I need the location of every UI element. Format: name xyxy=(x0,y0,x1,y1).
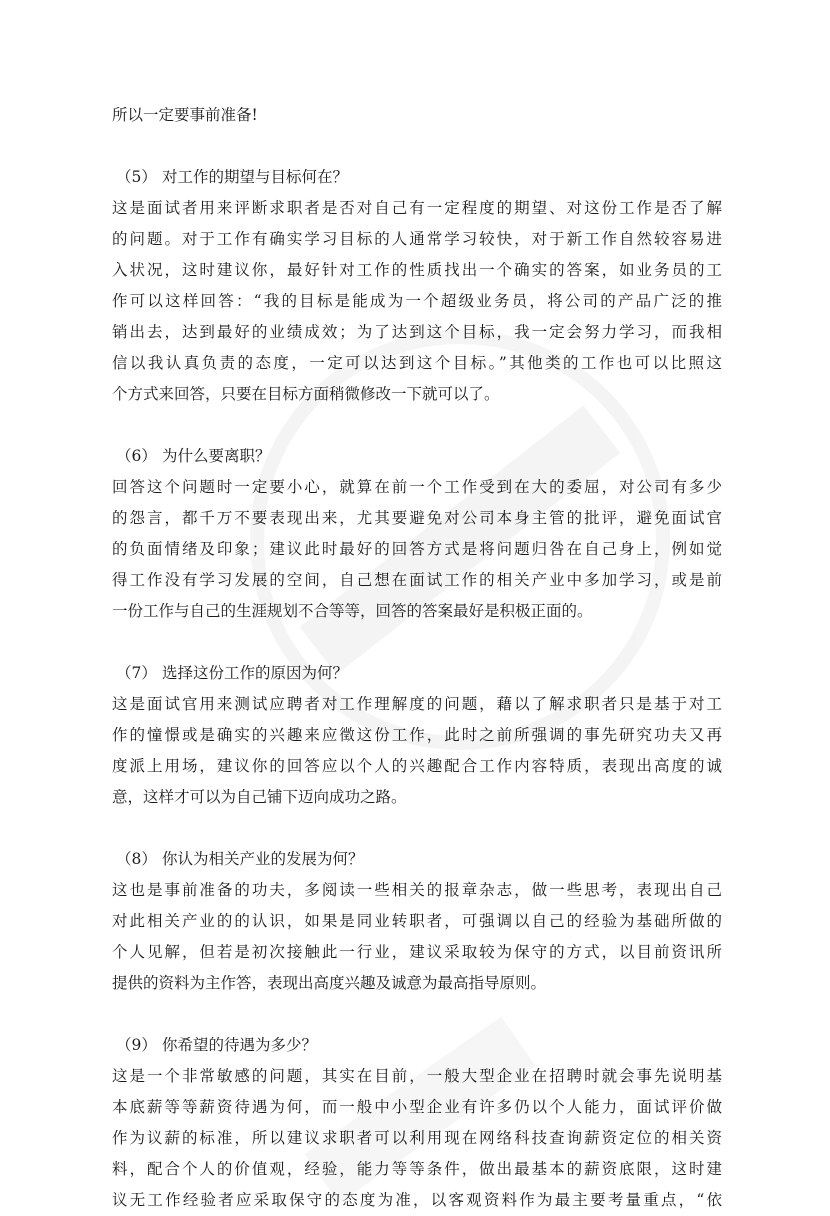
section-heading xyxy=(112,844,722,875)
section-5 xyxy=(112,162,722,410)
paragraph-line: 作为议薪的标准，所以建议求职者可以利用现在网络科技查询薪资定位的相关资 xyxy=(112,1129,722,1147)
paragraph-line: 本底薪等等薪资待遇为何，而一般中小型企业有许多仍以个人能力，面试评价做 xyxy=(112,1098,722,1116)
paragraph-line: 提供的资料为主作答，表现出高度兴趣及诚意为最高指导原则。 xyxy=(112,974,547,992)
section-7 xyxy=(112,658,722,813)
paragraph-line: 入状况，这时建议你，最好针对工作的性质找出一个确实的答案，如业务员的工 xyxy=(112,261,722,279)
paragraph-line: 这是面试者用来评断求职者是否对自己有一定程度的期望、对这份工作是否了解 xyxy=(112,199,722,217)
paragraph-line: 作的憧憬或是确实的兴趣来应徵这份工作，此时之前所强调的事先研究功夫又再 xyxy=(112,726,722,744)
section-number: （5） xyxy=(116,168,157,186)
paragraph-line: 对此相关产业的的认识，如果是同业转职者，可强调以自己的经验为基础所做的 xyxy=(112,912,722,930)
paragraph-line: 得工作没有学习发展的空间，自己想在面试工作的相关产业中多加学习，或是前 xyxy=(112,571,722,589)
section-number: （6） xyxy=(116,447,157,465)
paragraph-line: 个人见解，但若是初次接触此一行业，建议采取较为保守的方式，以目前资讯所 xyxy=(112,943,722,961)
paragraph-line: 这是面试官用来测试应聘者对工作理解度的问题，藉以了解求职者只是基于对工 xyxy=(112,695,722,713)
section-number: （7） xyxy=(116,664,157,682)
paragraph-line: 这是一个非常敏感的问题，其实在目前，一般大型企业在招聘时就会事先说明基 xyxy=(112,1067,722,1085)
section-6 xyxy=(112,441,722,627)
section-question: 你希望的待遇为多少？ xyxy=(162,1036,318,1054)
paragraph-line: 销出去，达到最好的业绩成效；为了达到这个目标，我一定会努力学习，而我相 xyxy=(112,323,722,341)
section-number: （9） xyxy=(116,1036,157,1054)
intro-line: 所以一定要事前准备! xyxy=(112,106,258,124)
blank-line xyxy=(112,131,722,162)
section-heading xyxy=(112,1030,722,1061)
paragraph-line: 度派上用场，建议你的回答应以个人的兴趣配合工作内容特质，表现出高度的诚 xyxy=(112,757,722,775)
paragraph-line: 的怨言，都千万不要表现出来，尤其要避免对公司本身主管的批评，避免面试官 xyxy=(112,509,722,527)
paragraph-line: 一份工作与自己的生涯规划不合等等，回答的答案最好是积极正面的。 xyxy=(112,602,593,620)
section-number: （8） xyxy=(116,850,157,868)
paragraph-line: 的负面情绪及印象；建议此时最好的回答方式是将问题归咎在自己身上，例如觉 xyxy=(112,540,722,558)
section-question: 为什么要离职？ xyxy=(162,447,271,465)
section-heading xyxy=(112,162,722,193)
paragraph-line: 料，配合个人的价值观，经验，能力等等条件，做出最基本的薪资底限，这时建 xyxy=(112,1160,722,1178)
section-question: 对工作的期望与目标何在？ xyxy=(162,168,349,186)
blank-line xyxy=(112,813,722,844)
paragraph-line: 这也是事前准备的功夫，多阅读一些相关的报章杂志，做一些思考，表现出自己 xyxy=(112,881,722,899)
section-9 xyxy=(112,1030,722,1216)
document-body xyxy=(112,100,722,1216)
paragraph-line: 信以我认真负责的态度，一定可以达到这个目标。”其他类的工作也可以比照这 xyxy=(112,354,722,372)
paragraph-line: 作可以这样回答：“我的目标是能成为一个超级业务员，将公司的产品广泛的推 xyxy=(112,292,722,310)
section-question: 你认为相关产业的发展为何？ xyxy=(162,850,364,868)
blank-line xyxy=(112,627,722,658)
paragraph-line: 的问题。对于工作有确实学习目标的人通常学习较快，对于新工作自然较容易进 xyxy=(112,230,722,248)
paragraph-line: 议无工作经验者应采取保守的态度为准，以客观资料作为最主要考量重点，“依 xyxy=(112,1191,722,1209)
section-question: 选择这份工作的原因为何？ xyxy=(162,664,349,682)
paragraph-line: 意，这样才可以为自己铺下迈向成功之路。 xyxy=(112,788,407,806)
section-heading xyxy=(112,658,722,689)
section-heading xyxy=(112,441,722,472)
paragraph-line: 回答这个问题时一定要小心，就算在前一个工作受到在大的委屈，对公司有多少 xyxy=(112,478,722,496)
section-8 xyxy=(112,844,722,999)
blank-line xyxy=(112,410,722,441)
blank-line xyxy=(112,999,722,1030)
paragraph-line: 个方式来回答，只要在目标方面稍微修改一下就可以了。 xyxy=(112,385,500,403)
